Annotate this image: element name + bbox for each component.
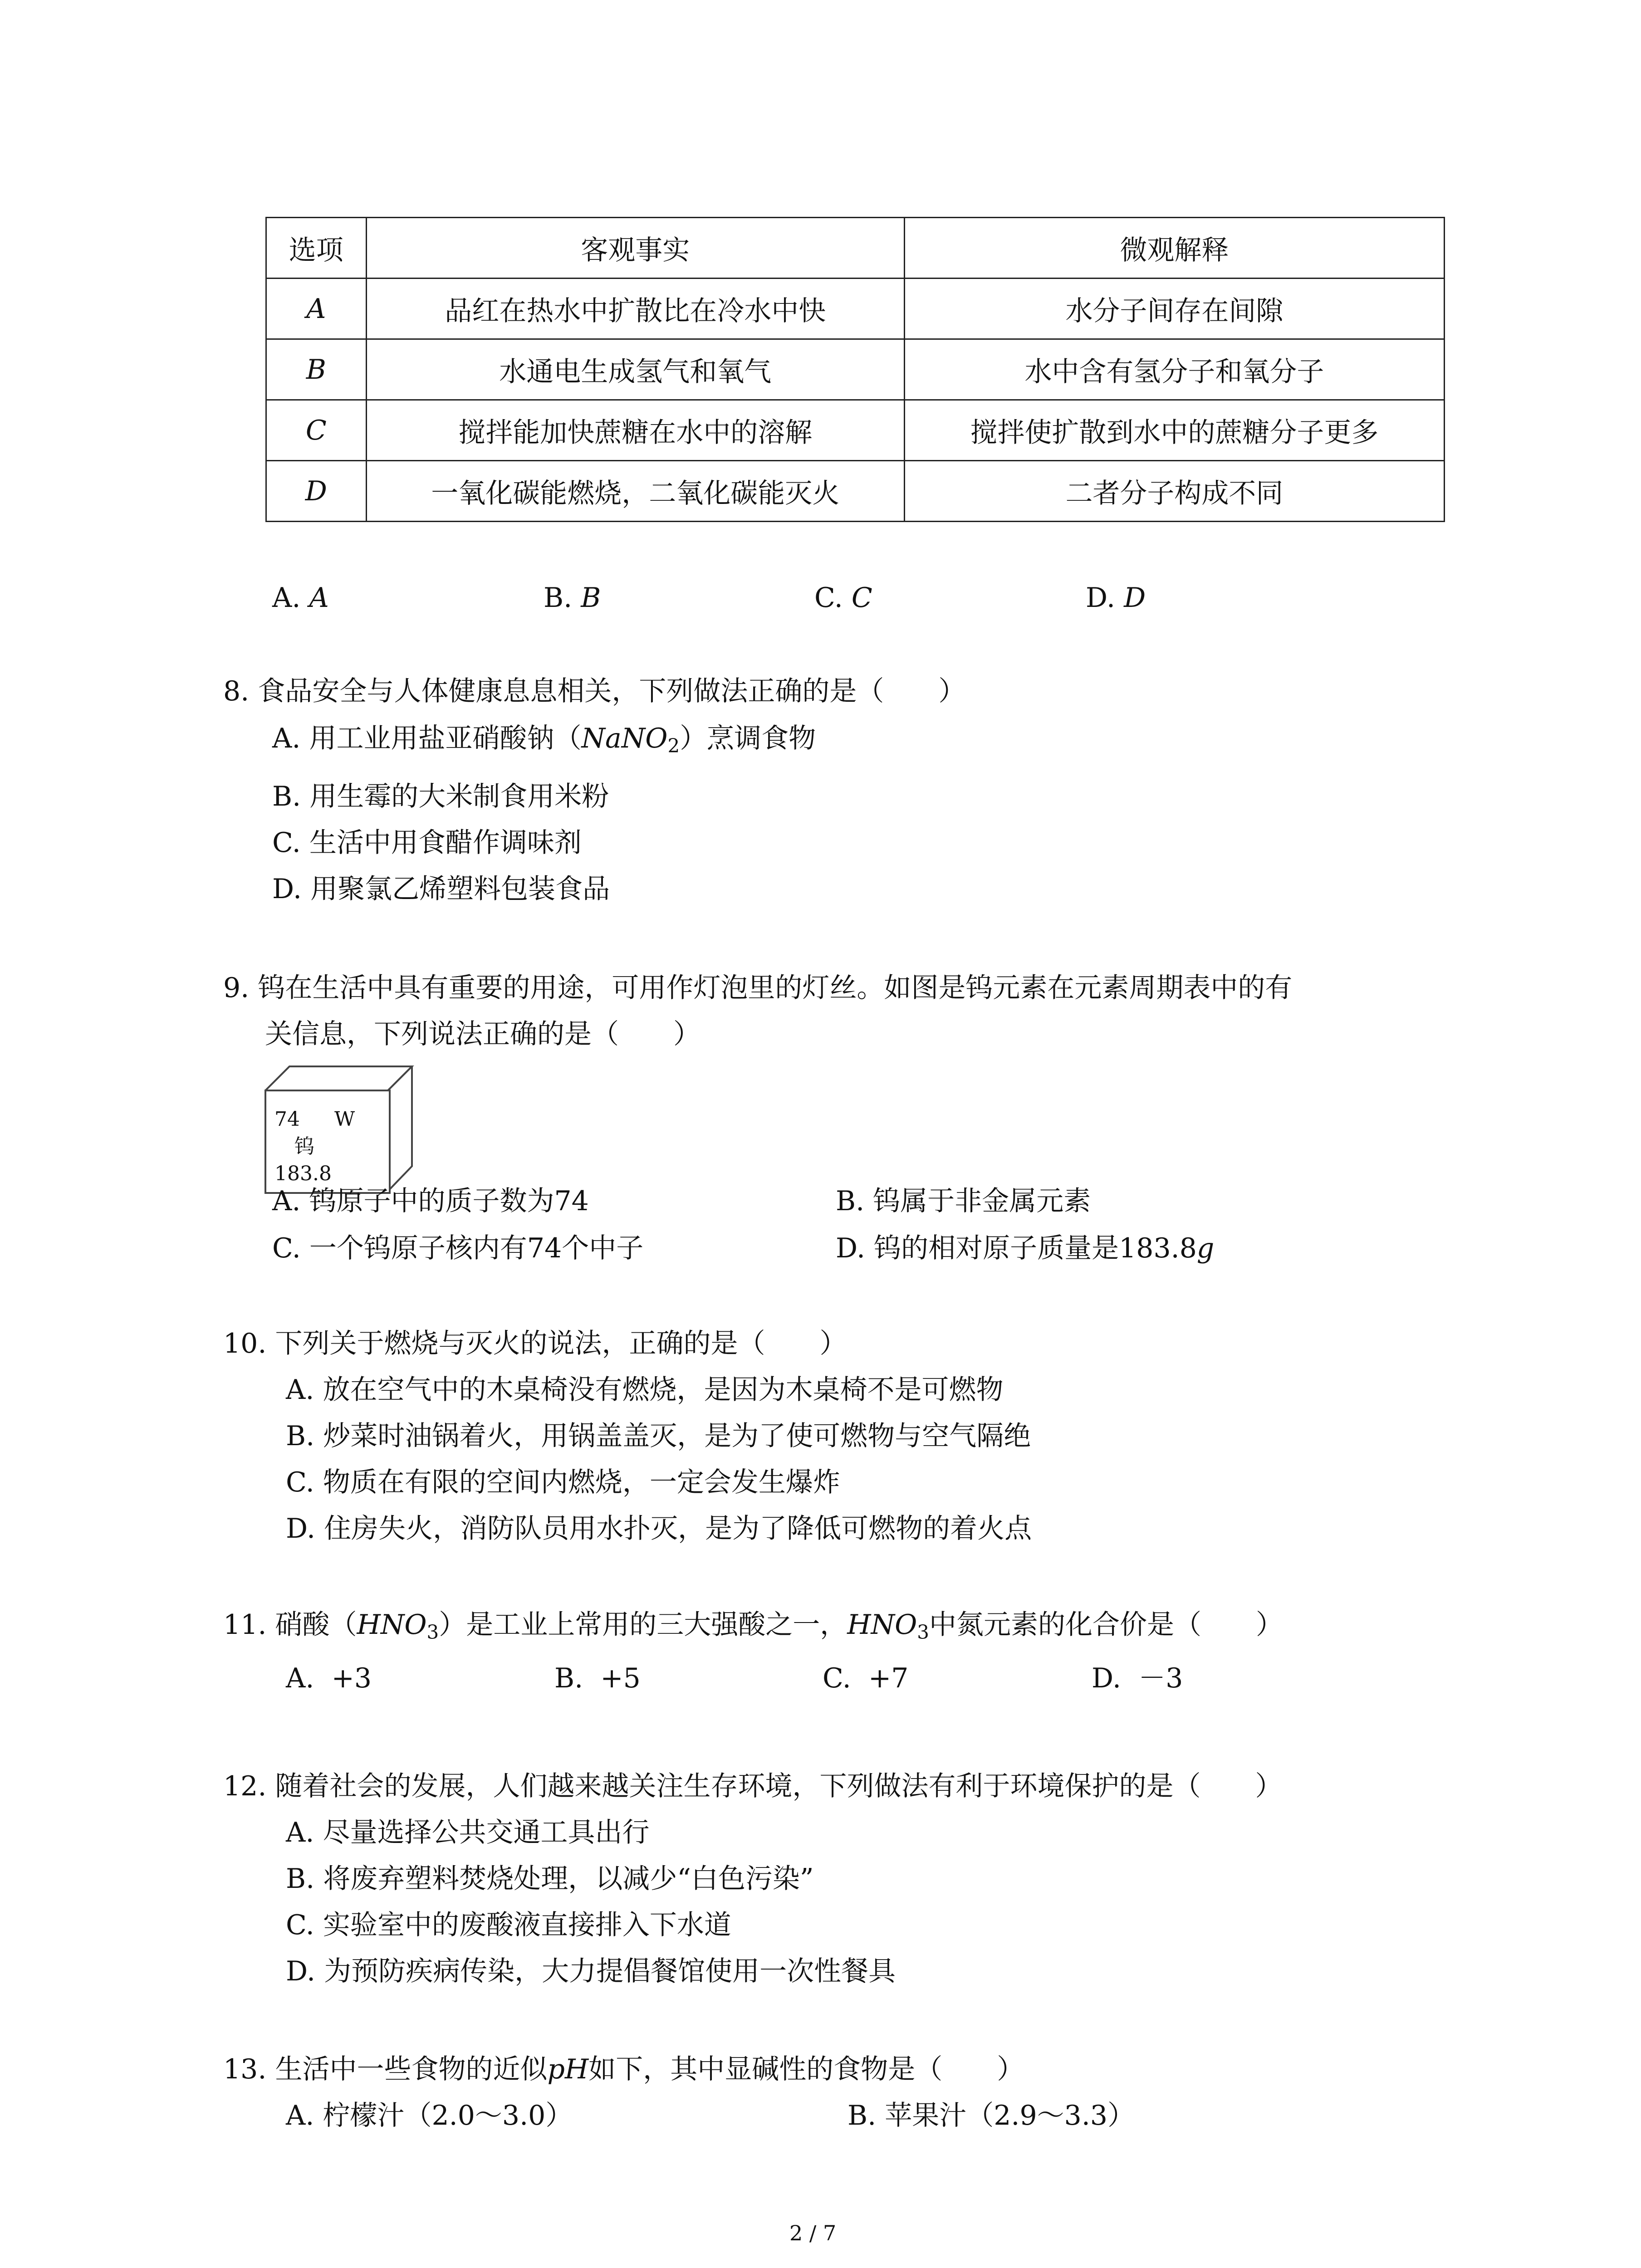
atomic-number: 74 — [274, 1108, 300, 1131]
atomic-mass: 183.8 — [274, 1162, 332, 1185]
q13-option-a: A. 柠檬汁（2.0～3.0） — [286, 2100, 573, 2131]
q10-option-c: C. 物质在有限的空间内燃烧，一定会发生爆炸 — [286, 1466, 840, 1498]
q12-stem: 12. 随着社会的发展，人们越来越关注生存环境，下列做法有利于环境保护的是（ ） — [223, 1770, 1283, 1802]
table-row — [266, 461, 1445, 522]
q8-stem: 8. 食品安全与人体健康息息相关，下列做法正确的是（ ） — [223, 675, 966, 707]
q12-option-c: C. 实验室中的废酸液直接排入下水道 — [286, 1909, 731, 1941]
q10-option-b: B. 炒菜时油锅着火，用锅盖盖灭，是为了使可燃物与空气隔绝 — [286, 1420, 1031, 1452]
q13-stem: 13. 生活中一些食物的近似pH如下，其中显碱性的食物是（ ） — [223, 2053, 1024, 2085]
table-cell-explain: 水分子间存在间隙 — [904, 279, 1444, 339]
table-cell-option: A — [266, 279, 367, 339]
q9-option-c: C. 一个钨原子核内有74个中子 — [272, 1232, 644, 1264]
q12-option-a: A. 尽量选择公共交通工具出行 — [286, 1817, 650, 1848]
q11-option-d: D. －3 — [1092, 1662, 1183, 1694]
q12-option-b: B. 将废弃塑料焚烧处理，以减少“白色污染” — [286, 1863, 814, 1895]
q8-option-a: A. 用工业用盐亚硝酸钠（NaNO$_2$）烹调食物 — [272, 723, 816, 757]
page-number: 2 / 7 — [789, 2221, 837, 2245]
table-header-cell: 客观事实 — [366, 218, 904, 279]
table-cell-fact: 一氧化碳能燃烧，二氧化碳能灭火 — [366, 461, 904, 522]
q9-stem-line1: 9. 钨在生活中具有重要的用途，可用作灯泡里的灯丝。如图是钨元素在元素周期表中的有 — [223, 972, 1293, 1004]
table-header-cell: 微观解释 — [904, 218, 1444, 279]
q9-option-b: B. 钨属于非金属元素 — [836, 1185, 1091, 1217]
q7-option-b: B. B — [544, 582, 601, 614]
table-cell-explain: 水中含有氢分子和氧分子 — [904, 339, 1444, 400]
q11-stem: 11. 硝酸$(HNO_3)$是工业上常用的三大强酸之一，$HNO_3$中氮元素的化合价是（ ） — [223, 1609, 1283, 1643]
table-header-cell: 选项 — [266, 218, 367, 279]
element-name: 钨 — [294, 1135, 314, 1158]
q8-option-c: C. 生活中用食醋作调味剂 — [272, 827, 582, 859]
table-cell-option: D — [266, 461, 367, 522]
q11-option-a: A. +3 — [286, 1662, 372, 1694]
tungsten-element-tile — [265, 1090, 391, 1194]
q10-option-d: D. 住房失火，消防队员用水扑灭，是为了降低可燃物的着火点 — [286, 1513, 1032, 1545]
table-cell-fact: 品红在热水中扩散比在冷水中快 — [366, 279, 904, 339]
q11-option-c: C. +7 — [823, 1662, 909, 1694]
q9-option-a: A. 钨原子中的质子数为74 — [272, 1185, 589, 1217]
q8-option-d: D. 用聚氯乙烯塑料包装食品 — [272, 873, 610, 905]
table-row — [266, 339, 1445, 400]
q7-option-d: D. D — [1086, 582, 1146, 614]
q11-option-b: B. +5 — [554, 1662, 641, 1694]
table-row — [266, 279, 1445, 339]
table-row — [266, 400, 1445, 461]
question7-table — [265, 217, 1445, 522]
q7-option-c: C. C — [814, 582, 872, 614]
table-cell-explain: 二者分子构成不同 — [904, 461, 1444, 522]
q9-option-d: D. 钨的相对原子质量是183.8g — [836, 1232, 1215, 1264]
q12-option-d: D. 为预防疾病传染，大力提倡餐馆使用一次性餐具 — [286, 1955, 896, 1987]
table-cell-explain: 搅拌使扩散到水中的蔗糖分子更多 — [904, 400, 1444, 461]
table-cell-option: B — [266, 339, 367, 400]
table-cell-fact: 水通电生成氢气和氧气 — [366, 339, 904, 400]
element-symbol: W — [334, 1108, 355, 1131]
table-cell-fact: 搅拌能加快蔗糖在水中的溶解 — [366, 400, 904, 461]
table-cell-option: C — [266, 400, 367, 461]
q10-option-a: A. 放在空气中的木桌椅没有燃烧，是因为木桌椅不是可燃物 — [286, 1374, 1004, 1406]
q7-option-a: A. A — [272, 582, 329, 614]
table-header-row — [266, 218, 1445, 279]
q8-option-b: B. 用生霉的大米制食用米粉 — [272, 781, 609, 812]
q13-option-b: B. 苹果汁（2.9～3.3） — [847, 2100, 1135, 2131]
q9-stem-line2: 关信息，下列说法正确的是（ ） — [265, 1018, 700, 1050]
q10-stem: 10. 下列关于燃烧与灭火的说法，正确的是（ ） — [223, 1328, 847, 1359]
